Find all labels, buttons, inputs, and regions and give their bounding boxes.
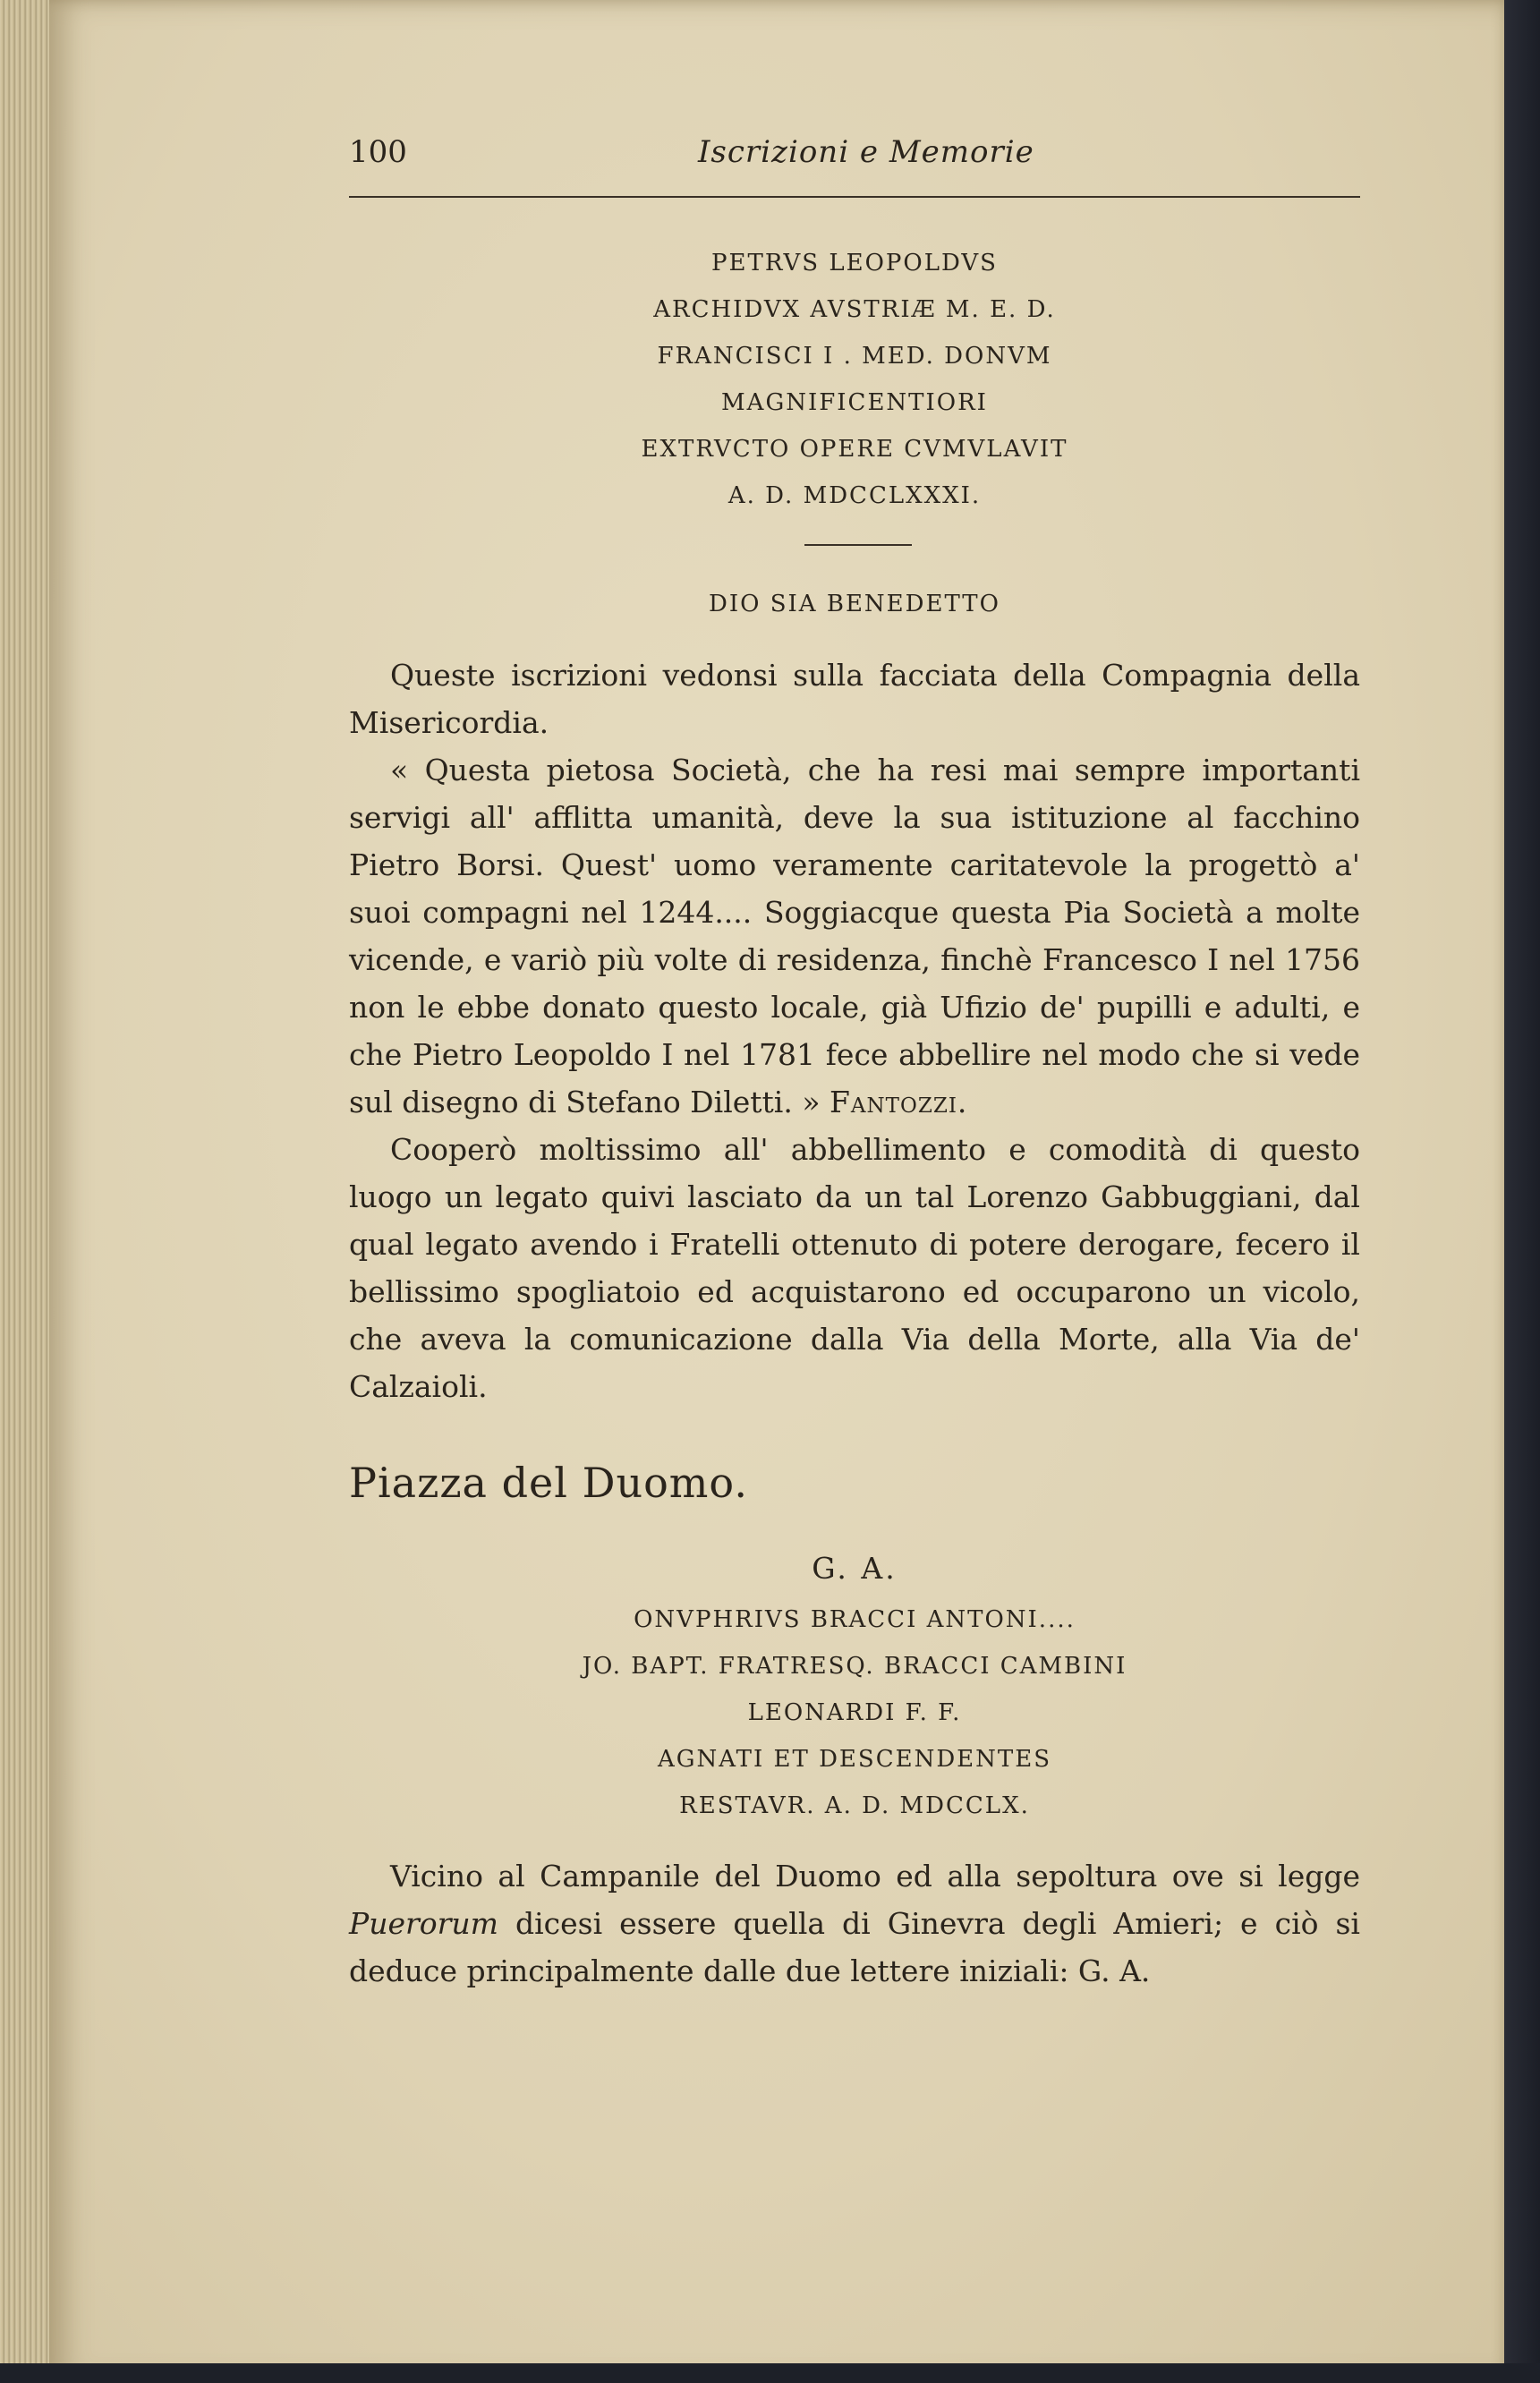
- inscription-line: A. D. MDCCLXXXI.: [727, 482, 982, 509]
- inscription-initials: G. A.: [812, 1551, 898, 1586]
- inscription-line: LEONARDI F. F.: [747, 1699, 962, 1726]
- quotation-text: « Questa pietosa Società, che ha resi mai sempre importanti servigi all' afflitta umanità, deve la sua istituzione al facchino Pietro Borsi. Quest' uomo veramente caritatevole la progettò a' suoi compagni nel 1244.... Soggiacque questa Pia Società a molte vicende, e variò più volte di residenza, finchè Francesco I nel 1756 non le ebbe donato questo locale, già Ufizio de' pupilli e adulti, e che Pietro Leopoldo I nel 1781 fece abbellire nel modo che si vede sul disegno di Stefano Diletti. »: [349, 753, 1360, 1119]
- header-rule: [349, 196, 1360, 198]
- quotation-author: Fantozzi.: [830, 1085, 968, 1119]
- inscription-line: MAGNIFICENTIORI: [721, 389, 988, 416]
- paragraph: Queste iscrizioni vedonsi sulla facciata della Compagnia della Misericordia.: [349, 658, 1360, 740]
- dio-sia-benedetto: DIO SIA BENEDETTO: [709, 591, 1000, 617]
- running-title: Iscrizioni e Memorie: [698, 134, 1034, 170]
- inscription-line: ARCHIDVX AVSTRIÆ M. E. D.: [653, 296, 1056, 323]
- body-text-misericordia: [349, 651, 1360, 1410]
- inscription-line: AGNATI ET DESCENDENTES: [657, 1746, 1052, 1773]
- italic-word: Puerorum: [349, 1906, 498, 1941]
- running-head: [349, 134, 1360, 188]
- book-cover-edge: [1504, 0, 1540, 2383]
- paragraph: Cooperò moltissimo all' abbellimento e comodità di questo luogo un legato quivi lasciato da un tal Lorenzo Gabbuggiani, dal qual legato avendo i Fratelli ottenuto di potere derogare, fecero il bellissimo spogliatoio ed acquistarono ed occuparono un vicolo, che aveva la comunicazione dalla Via della Morte, alla Via de' Calzaioli.: [349, 1132, 1360, 1404]
- inscription-line: JO. BAPT. FRATRESQ. BRACCI CAMBINI: [582, 1653, 1127, 1680]
- section-heading: Piazza del Duomo.: [349, 1459, 748, 1507]
- inscription-line: FRANCISCI I . MED. DONVM: [657, 343, 1052, 370]
- scan-background-bottom: [0, 2363, 1540, 2383]
- paragraph: [349, 1852, 1360, 1995]
- inscription-leopoldus: [349, 240, 1360, 519]
- inscription-line: RESTAVR. A. D. MDCCLX.: [679, 1792, 1030, 1819]
- separator-rule: [804, 544, 912, 546]
- paragraph-quotation: [349, 746, 1360, 1126]
- inscription-line: ONVPHRIVS BRACCI ANTONI....: [634, 1606, 1076, 1633]
- page-number: 100: [349, 134, 407, 170]
- inscription-bracci: [349, 1541, 1360, 1829]
- text-run: dicesi essere quella di Ginevra degli Amieri; e ciò si deduce principalmente dalle due lettere iniziali: G. A.: [349, 1906, 1360, 1988]
- text-run: Vicino al Campanile del Duomo ed alla sepoltura ove si legge: [390, 1859, 1360, 1894]
- body-text-campanile: [349, 1852, 1360, 1995]
- inscription-line: EXTRVCTO OPERE CVMVLAVIT: [641, 436, 1068, 463]
- inscription-line: PETRVS LEOPOLDVS: [711, 250, 998, 277]
